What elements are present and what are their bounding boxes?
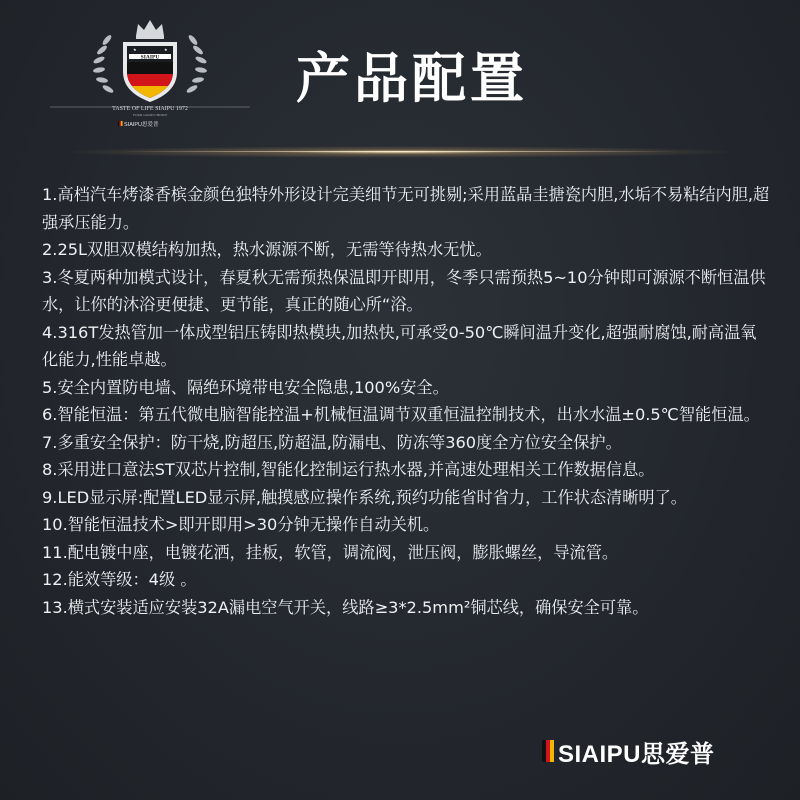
- divider-glow: [60, 146, 740, 158]
- brand-flag-icon: [542, 740, 554, 762]
- spec-item-9: 9.LED显示屏:配置LED显示屏,触摸感应操作系统,预约功能省时省力，工作状态清晰明了。: [42, 487, 687, 507]
- spec-item-8: 8.采用进口意法ST双芯片控制,智能化控制运行热水器,并高速处理相关工作数据信息。: [42, 460, 655, 479]
- spec-item-13: 13.横式安装适应安装32A漏电空气开关，线路≥3*2.5mm²铜芯线，确保安全可靠。: [42, 597, 649, 617]
- logo-brand-small: SIAIPU思爱普: [124, 122, 159, 128]
- spec-item-11: 11.配电镀中座，电镀花洒，挂板，软管，调流阀，泄压阀，膨胀螺丝，导流管。: [42, 542, 619, 562]
- svg-text:★: ★: [133, 47, 137, 52]
- shield-icon: [123, 42, 177, 102]
- spec-item-5: 5.安全内置防电墙、隔绝环境带电安全隐患,100%安全。: [42, 377, 449, 397]
- footer-brand-logo: [542, 736, 715, 766]
- spec-item-3: 3.冬夏两种加模式设计，春夏秋无需预热保温即开即用，冬季只需预热5~10分钟即可源源不断恒温供水，让你的沐浴更便捷、更节能，真正的随心所“浴。: [42, 267, 766, 314]
- spec-item-4: 4.316T发热管加一体成型铝压铸即热模块,加热快,可承受0-50℃瞬间温升变化,超强耐腐蚀,耐高温氧化能力,性能卓越。: [42, 322, 757, 369]
- crown-icon: [136, 20, 164, 39]
- brand-logo: [45, 10, 255, 128]
- svg-text:★: ★: [164, 47, 168, 52]
- spec-item-10: 10.智能恒温技术>即开即用>30分钟无操作自动关机。: [42, 515, 440, 534]
- spec-item-2: 2.25L双胆双模结构加热，热水源源不断，无需等待热水无忧。: [42, 240, 492, 259]
- spec-item-12: 12.能效等级：4级 。: [42, 570, 197, 589]
- logo-subtagline: YOUR GOOD CHOICE: [132, 113, 168, 117]
- logo-shield-text: SIAIPU: [140, 54, 160, 61]
- spec-item-7: 7.多重安全保护：防干烧,防超压,防超温,防漏电、防冻等360度全方位安全保护。: [42, 432, 622, 452]
- spec-item-1: 1.高档汽车烤漆香槟金颜色独特外形设计完美细节无可挑剔;采用蓝晶圭搪瓷内胆,水垢不易粘结内胆,超强承压能力。: [42, 185, 770, 232]
- header: [0, 0, 800, 160]
- logo-tagline: TASTE OF LIFE SIAIPU 1972: [112, 106, 188, 112]
- footer-brand-text: SIAIPU思爱普: [558, 740, 715, 768]
- divider-line: [120, 151, 680, 152]
- spec-item-6: 6.智能恒温：第五代微电脑智能控温+机械恒温调节双重恒温控制技术，出水水温±0.5℃智能恒温。: [42, 405, 760, 424]
- spec-list: [42, 181, 772, 621]
- page-title: 产品配置: [296, 47, 528, 110]
